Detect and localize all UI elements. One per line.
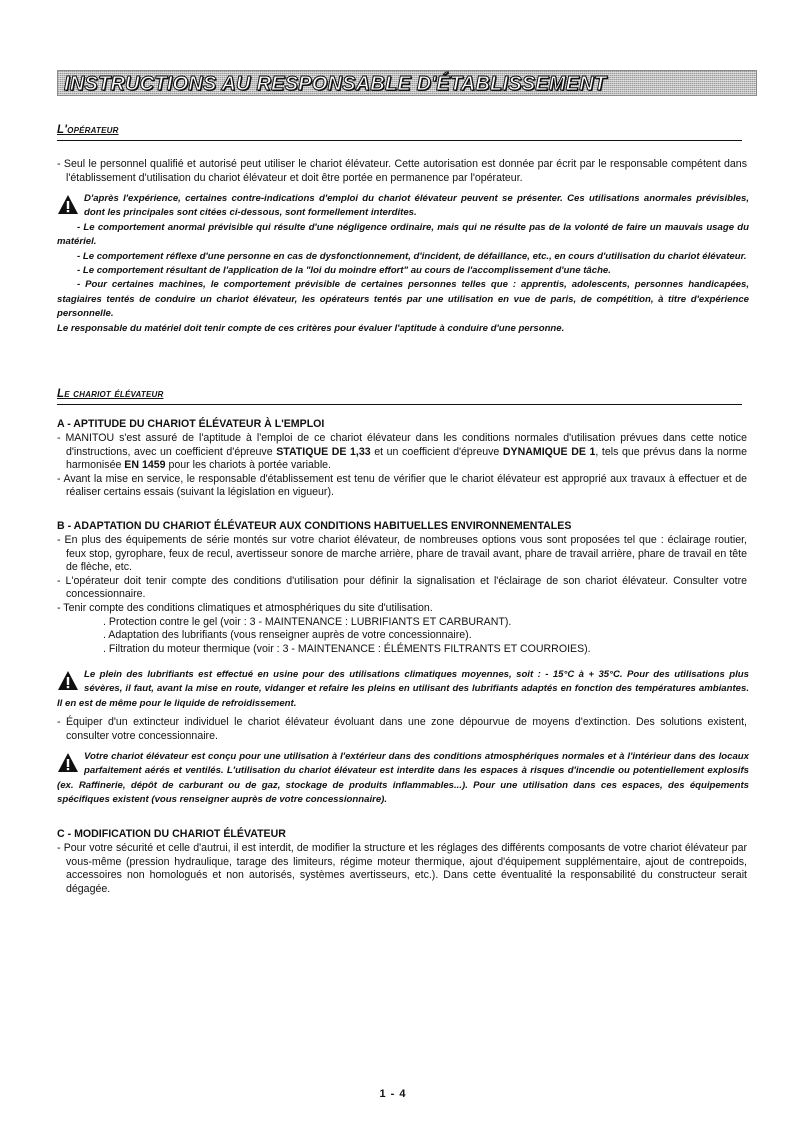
subsection-c-body	[57, 842, 747, 896]
warning-item-4: - Pour certaines machines, le comportement prévisible de certaines personnes telles que : apprentis, adolescents, personnes handicapées, stagiaires tentés de conduire un chariot élévateur, les opérateurs tentés par une utilisation en vue de paris, de compétition, à titre d'expérience personnelle.	[57, 279, 749, 320]
subsection-b-para3: - Tenir compte des conditions climatiques et atmosphériques du site d'utilisation.	[57, 601, 433, 614]
warning-triangle-icon	[57, 194, 79, 216]
lubricant-warning	[57, 668, 749, 711]
subsection-b-body	[57, 534, 747, 656]
lubricant-warning-text: Le plein des lubrifiants est effectué en usine pour des utilisations climatiques moyennes, soit : - 15°C à + 35°C. Pour des utilisations plus sévères, il faut, avant la mise en route, vidanger et refaire les pleins en utilisant des lubrifiants adaptés en fonction des températures ambiantes. Il en est de même pour le liquide de refroidissement.	[57, 669, 749, 709]
page-title: INSTRUCTIONS AU RESPONSABLE D'ÉTABLISSEMENT	[64, 73, 607, 95]
subsection-a-para1: - MANITOU s'est assuré de l'aptitude à l'emploi de ce chariot élévateur dans les conditions normales d'utilisation prévues dans cette notice d'instructions, avec un coefficient d'épreuve STATIQUE DE 1,33 et un coefficient d'épreuve DYNAMIQUE DE 1, tels que prévus dans la norme harmonisée EN 1459 pour les chariots à portée variable.	[57, 432, 747, 472]
subsection-title-c: C - MODIFICATION DU CHARIOT ÉLÉVATEUR	[57, 828, 286, 840]
usage-warning	[57, 750, 749, 808]
subsection-b-sub3: . Filtration du moteur thermique (voir : 3 - MAINTENANCE : ÉLÉMENTS FILTRANTS ET COURROIES).	[103, 642, 591, 655]
title-banner	[57, 70, 757, 96]
warning-closing: Le responsable du matériel doit tenir compte de ces critères pour évaluer l'aptitude à conduire d'une personne.	[57, 322, 565, 334]
subsection-b-para1: - En plus des équipements de série montés sur votre chariot élévateur, de nombreuses options vous sont proposées tel que : éclairage routier, feux stop, gyrophare, feux de recul, avertisseur sonore de marche arrière, phare de travail avant, phare de travail arrière, phare de travail en tête de flèche, etc.	[57, 534, 747, 574]
section-heading-operateur-label: L'opérateur	[57, 124, 119, 136]
extinguisher-paragraph	[57, 716, 747, 743]
operateur-para1: - Seul le personnel qualifié et autorisé peut utiliser le chariot élévateur. Cette autorisation est donnée par écrit par le responsable compétent dans l'établissement d'utilisation du chariot élévateur et doit être portée en permanence par l'opérateur.	[57, 158, 747, 184]
subsection-b-sub2: . Adaptation des lubrifiants (vous renseigner auprès de votre concessionnaire).	[103, 629, 472, 642]
section-heading-operateur	[57, 124, 742, 141]
usage-warning-text: Votre chariot élévateur est conçu pour une utilisation à l'extérieur dans des conditions atmosphériques normales et à l'intérieur dans des locaux parfaitement aérés et ventilés. L'utilisation du chariot élévateur est interdite dans les espaces à risques d'incendie ou potentiellement explosifs (ex. Raffinerie, dépôt de carburant ou de gaz, stockage de produits inflammables...). Pour une utilisation dans ces espaces, des équipements spécifiques existent (vous renseigner auprès de votre concessionnaire).	[57, 751, 749, 806]
warning-intro: D'après l'expérience, certaines contre-indications d'emploi du chariot élévateur peuvent se présenter. Ces utilisations anormales prévisibles, dont les principales sont citées ci-dessous, sont formellement interdites.	[84, 193, 749, 219]
subsection-b-sub1: . Protection contre le gel (voir : 3 - MAINTENANCE : LUBRIFIANTS ET CARBURANT).	[103, 615, 512, 628]
subsection-a-body	[57, 432, 747, 500]
warning-triangle-icon	[57, 752, 79, 774]
warning-triangle-icon	[57, 670, 79, 692]
subsection-c-para1: - Pour votre sécurité et celle d'autrui, il est interdit, de modifier la structure et les réglages des différents composants de votre chariot élévateur par vous-même (pression hydraulique, tarage des limiteurs, régime moteur thermique, ajout d'équipement supplémentaire, ajout de contrepoids, accessoires non homologués et non autorisés, systèmes avertisseurs, etc.). Dans cette éventualité la responsabilité du constructeur serait dégagée.	[57, 842, 747, 895]
subsection-b-para4: - Équiper d'un extincteur individuel le chariot élévateur évoluant dans une zone dépourvue de moyens d'extinction. Des solutions existent, consulter votre concessionnaire.	[57, 716, 747, 742]
operateur-paragraph	[57, 158, 747, 185]
warning-item-1: - Le comportement anormal prévisible qui résulte d'une négligence ordinaire, mais qui ne résulte pas de la volonté de faire un mauvais usage du matériel.	[57, 221, 749, 248]
warning-item-3: - Le comportement résultant de l'application de la "loi du moindre effort" au cours de l'accomplissement d'une tâche.	[77, 265, 611, 277]
page-number: 1 - 4	[379, 1088, 407, 1100]
operateur-warning	[57, 192, 749, 336]
warning-item-2: - Le comportement réflexe d'une personne en cas de dysfonctionnement, d'incident, de défaillance, etc., en cours d'utilisation du chariot élévateur.	[77, 250, 747, 262]
section-heading-chariot-label: Le chariot élévateur	[57, 388, 164, 400]
subsection-title-a: A - APTITUDE DU CHARIOT ÉLÉVATEUR À L'EMPLOI	[57, 418, 325, 430]
subsection-title-b: B - ADAPTATION DU CHARIOT ÉLÉVATEUR AUX CONDITIONS HABITUELLES ENVIRONNEMENTALES	[57, 520, 572, 532]
subsection-b-para2: - L'opérateur doit tenir compte des conditions d'utilisation pour définir la signalisation et l'éclairage de son chariot élévateur. Consulter votre concessionnaire.	[57, 574, 747, 601]
subsection-a-para2: - Avant la mise en service, le responsable d'établissement est tenu de vérifier que le chariot élévateur est approprié aux travaux à effectuer et de réaliser certains essais (suivant la législation en vigueur).	[57, 472, 747, 499]
section-heading-chariot	[57, 388, 742, 405]
